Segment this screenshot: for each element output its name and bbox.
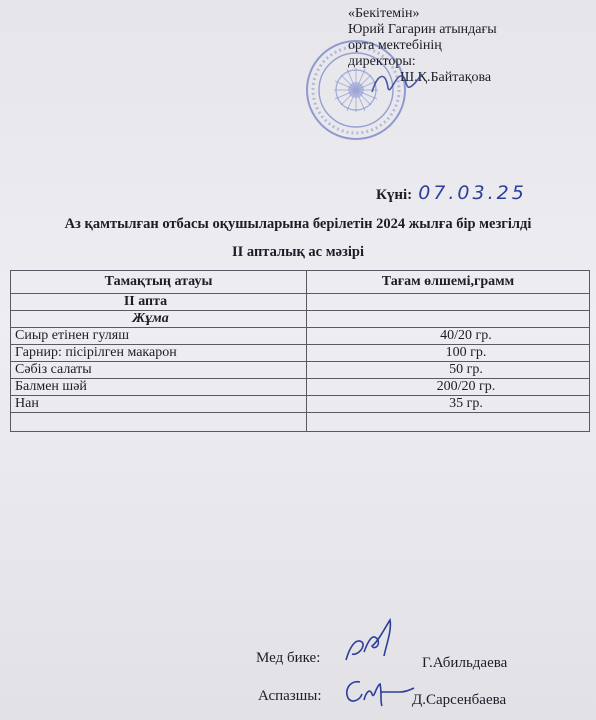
header-dish-name: Тамақтың атауы [11,271,307,294]
dish-name: Сиыр етінен гуляш [11,328,307,345]
menu-table [10,270,590,432]
nurse-label: Мед бике: [256,650,321,666]
cook-label: Аспазшы: [258,688,322,704]
cook-name: Д.Сарсенбаева [412,692,507,708]
day-label: Жұма [11,311,307,328]
approval-position: директоры: [348,54,416,69]
dish-name: Балмен шәй [11,379,307,396]
table-row [11,396,590,413]
empty-cell [307,311,590,328]
nurse-name: Г.Абильдаева [422,655,508,671]
director-signature [368,66,424,100]
cook-signature-line [258,688,322,705]
table-row [11,362,590,379]
nurse-signature-line [256,650,320,667]
table-row-empty [11,413,590,432]
table-header-row [11,271,590,294]
date-label: Күні: [376,187,413,203]
dish-name: Нан [11,396,307,413]
dish-amount: 35 гр. [307,396,590,413]
cook-name-block [412,692,506,709]
approval-director-name: Ш.Қ.Байтақова [400,70,492,85]
nurse-signature [340,616,410,668]
table-row [11,345,590,362]
table-row-week [11,294,590,311]
table-row [11,379,590,396]
approval-school-line: Юрий Гагарин атындағы [348,22,497,37]
approval-heading: «Бекітемін» [348,6,420,21]
dish-name: Сәбіз салаты [11,362,307,379]
empty-cell [307,413,590,432]
table-row-day [11,311,590,328]
week-label: ІІ апта [11,294,307,311]
date-line [376,182,527,204]
date-value: 07.03.25 [418,182,527,204]
header-portion-size: Тағам өлшемі,грамм [307,271,590,294]
document-subtitle: ІІ апталық ас мәзірі [231,244,364,260]
empty-cell [11,413,307,432]
empty-cell [307,294,590,311]
table-row [11,328,590,345]
dish-amount: 200/20 гр. [307,379,590,396]
dish-name: Гарнир: пісірілген макарон [11,345,307,362]
cook-signature [340,672,416,712]
dish-amount: 50 гр. [307,362,590,379]
approval-school-line-2: орта мектебінің [348,38,442,53]
document-title: Аз қамтылған отбасы оқушыларына берілетін 2024 жылға бір мезгілді [64,216,532,232]
nurse-name-block [422,655,507,672]
dish-amount: 100 гр. [307,345,590,362]
dish-amount: 40/20 гр. [307,328,590,345]
